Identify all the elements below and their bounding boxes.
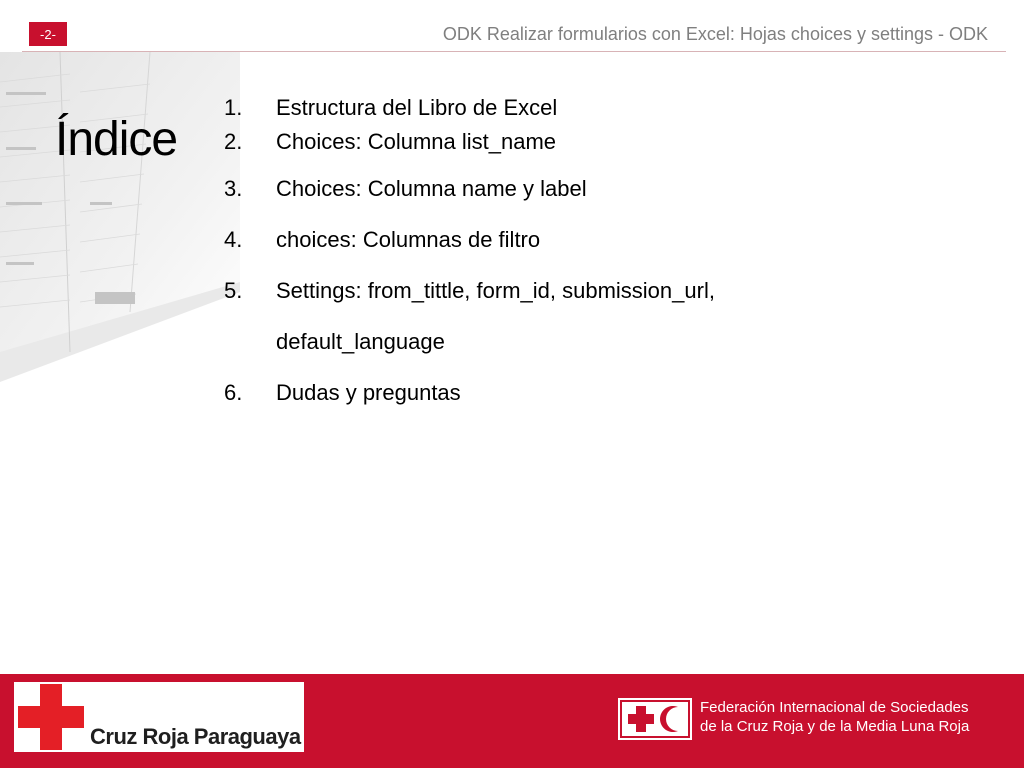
list-item-number: 2. xyxy=(224,129,243,154)
ifrc-emblem-icon xyxy=(618,698,692,740)
list-item xyxy=(224,380,461,406)
list-item-number: 1. xyxy=(224,95,243,120)
ifrc-name xyxy=(700,698,969,736)
cruz-roja-paraguaya-logo xyxy=(14,682,304,752)
list-item-number: 5. xyxy=(224,278,243,303)
list-item-text: Settings: from_tittle, form_id, submission_url, xyxy=(276,278,715,303)
list-item-text: Choices: Columna list_name xyxy=(276,129,557,154)
header-title: ODK Realizar formularios con Excel: Hojas choices y settings - ODK xyxy=(442,24,988,44)
list-item xyxy=(224,176,587,202)
list-item-number: 3. xyxy=(224,176,243,201)
ifrc-name-line-1: Federación Internacional de Sociedades xyxy=(700,699,969,716)
list-item-continuation: default_language xyxy=(276,329,445,354)
list-item xyxy=(224,129,556,155)
ifrc-name-line-2: de la Cruz Roja y de la Media Luna Roja xyxy=(700,718,970,735)
list-item-number: 4. xyxy=(224,227,243,252)
diary-background-image xyxy=(0,52,240,392)
header-divider xyxy=(22,51,1006,52)
footer-bar xyxy=(0,674,1024,768)
list-item xyxy=(224,95,557,121)
list-item-number: 6. xyxy=(224,380,243,405)
list-item xyxy=(224,227,540,253)
cruz-roja-paraguaya-name: Cruz Roja Paraguaya xyxy=(90,724,301,749)
page-number-badge: -2- xyxy=(29,22,67,46)
list-item-text: Dudas y preguntas xyxy=(276,380,461,405)
list-item-text: choices: Columnas de filtro xyxy=(276,227,541,252)
list-item-text: Estructura del Libro de Excel xyxy=(276,95,558,120)
list-item-text: Choices: Columna name y label xyxy=(276,176,587,201)
red-cross-icon xyxy=(18,684,84,750)
list-item xyxy=(224,278,715,304)
slide-title: Índice xyxy=(55,113,178,166)
